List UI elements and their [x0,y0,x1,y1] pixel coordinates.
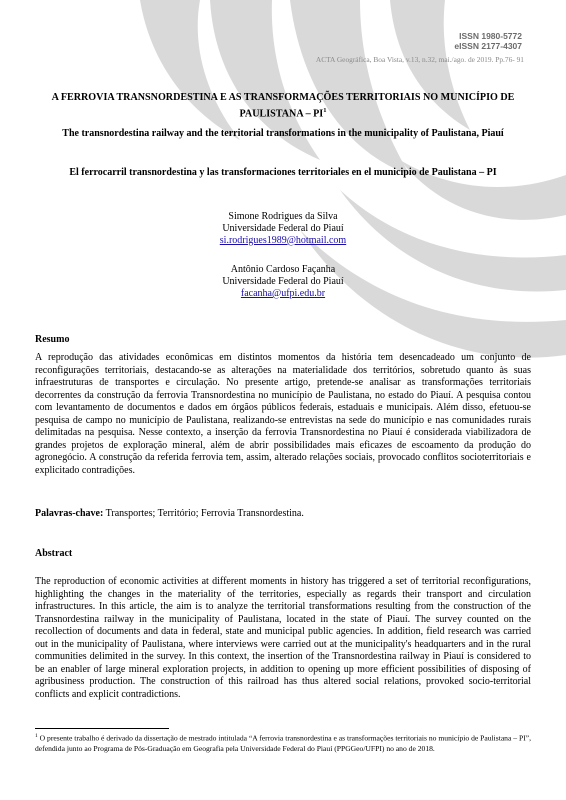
title-pt-text: A FERROVIA TRANSNORDESTINA E AS TRANSFORMAÇÕES TERRITORIAIS NO MUNICÍPIO DE PAULISTANA – PI [51,92,515,119]
resumo-text: A reprodução das atividades econômicas em distintos momentos da história tem desencadeado um conjunto de reconfigurações territoriais, destacando-se as alterações na materialidade dos territórios, sobretudo quanto às suas infraestruturas de transportes e circulação. No presente artigo, pretende-se analisar as transformações territoriais decorrentes da construção da ferrovia Transnordestina no município de Paulistana, no estado do Piauí. A pesquisa contou com levantamento de documentos e dados em órgãos públicos federais, estaduais e municipais. Além disso, efetuou-se pesquisa de campo no município de Paulistana, realizando-se entrevistas na sede do município e nas comunidades rurais delimitadas na pesquisa. Nesse contexto, a inserção da ferrovia Transnordestina no Piauí é considerada viabilizadora de grandes projetos de exploração mineral, além de abrir possibilidades mais eficazes de escoamento da produção do agronegócio. A construção da referida ferrovia tem, assim, alterado relações sociais, provocado conflitos socioterritoriais e explicitado contradições. [35,352,531,476]
issn-block [454,31,522,51]
issn: ISSN 1980-5772 [459,31,522,41]
author-affiliation: Universidade Federal do Piauí [222,275,344,287]
author-email-link[interactable]: si.rodrigues1989@hotmail.com [219,234,347,246]
eissn: eISSN 2177-4307 [454,41,522,51]
abstract-text: The reproduction of economic activities at different moments in history has triggered a set of territorial reconfigurations, highlighting the changes in the materiality of the territories, especially as regards their transport and circulation infrastructures. In this article, the aim is to analyze the territorial transformations resulting from the construction of the Transnordestina railway in the municipality of Paulistana, located in the state of Piauí. The survey counted on the recollection of documents and data in federal, state and municipal public agencies. In addition, field research was carried out in the municipality of Paulistana, where interviews were carried out at the municipality's headquarters and in the rural communities delimited in the survey. In this context, the insertion of the Transnordestina railway in Piauí is considered to be an enabler of large mineral exploration projects, in addition to opening up more efficient possibilities of disposing of agribusiness production. The construction of this railroad has thus altered social relations, provoked socio-territorial conflicts and explicit contradictions. [35,576,531,700]
author-affiliation: Universidade Federal do Piauí [222,222,344,234]
author-name: Simone Rodrigues da Silva [228,211,338,222]
author-block-2 [0,264,566,299]
author-email-link[interactable]: facanha@ufpi.edu.br [240,287,326,299]
footnote-text: O presente trabalho é derivado da dissertação de mestrado intitulada “A ferrovia transnordestina e as transformações territoriais no município de Paulistana – PI”, defendida junto ao Programa de Pós-Graduação em Geografia pela Universidade Federal do Piauí (PPGGeo/UFPI) no ano de 2018. [35,733,531,753]
footnote-marker: 1 [35,733,38,739]
keywords-value: Transportes; Território; Ferrovia Transnordestina. [105,508,304,519]
title-portuguese [50,92,516,120]
author-block-1 [0,211,566,246]
abstract-heading: Abstract [35,548,73,559]
title-english: The transnordestina railway and the territorial transformations in the municipality of Paulistana, Piauí [62,128,504,139]
keywords-label: Palavras-chave: [35,508,104,519]
title-spanish: El ferrocarril transnordestina y las transformaciones territoriales en el municipio de Paulistana – PI [69,167,497,178]
footnote-divider [35,728,169,729]
author-name: Antônio Cardoso Façanha [230,264,336,275]
resumo-heading: Resumo [35,334,70,345]
journal-citation: ACTA Geográfica, Boa Vista, v.13, n.32, mai./ago. de 2019. Pp.76- 91 [315,55,524,64]
keywords [35,508,304,519]
footnote [35,731,531,754]
title-footnote-marker[interactable]: 1 [323,106,327,114]
